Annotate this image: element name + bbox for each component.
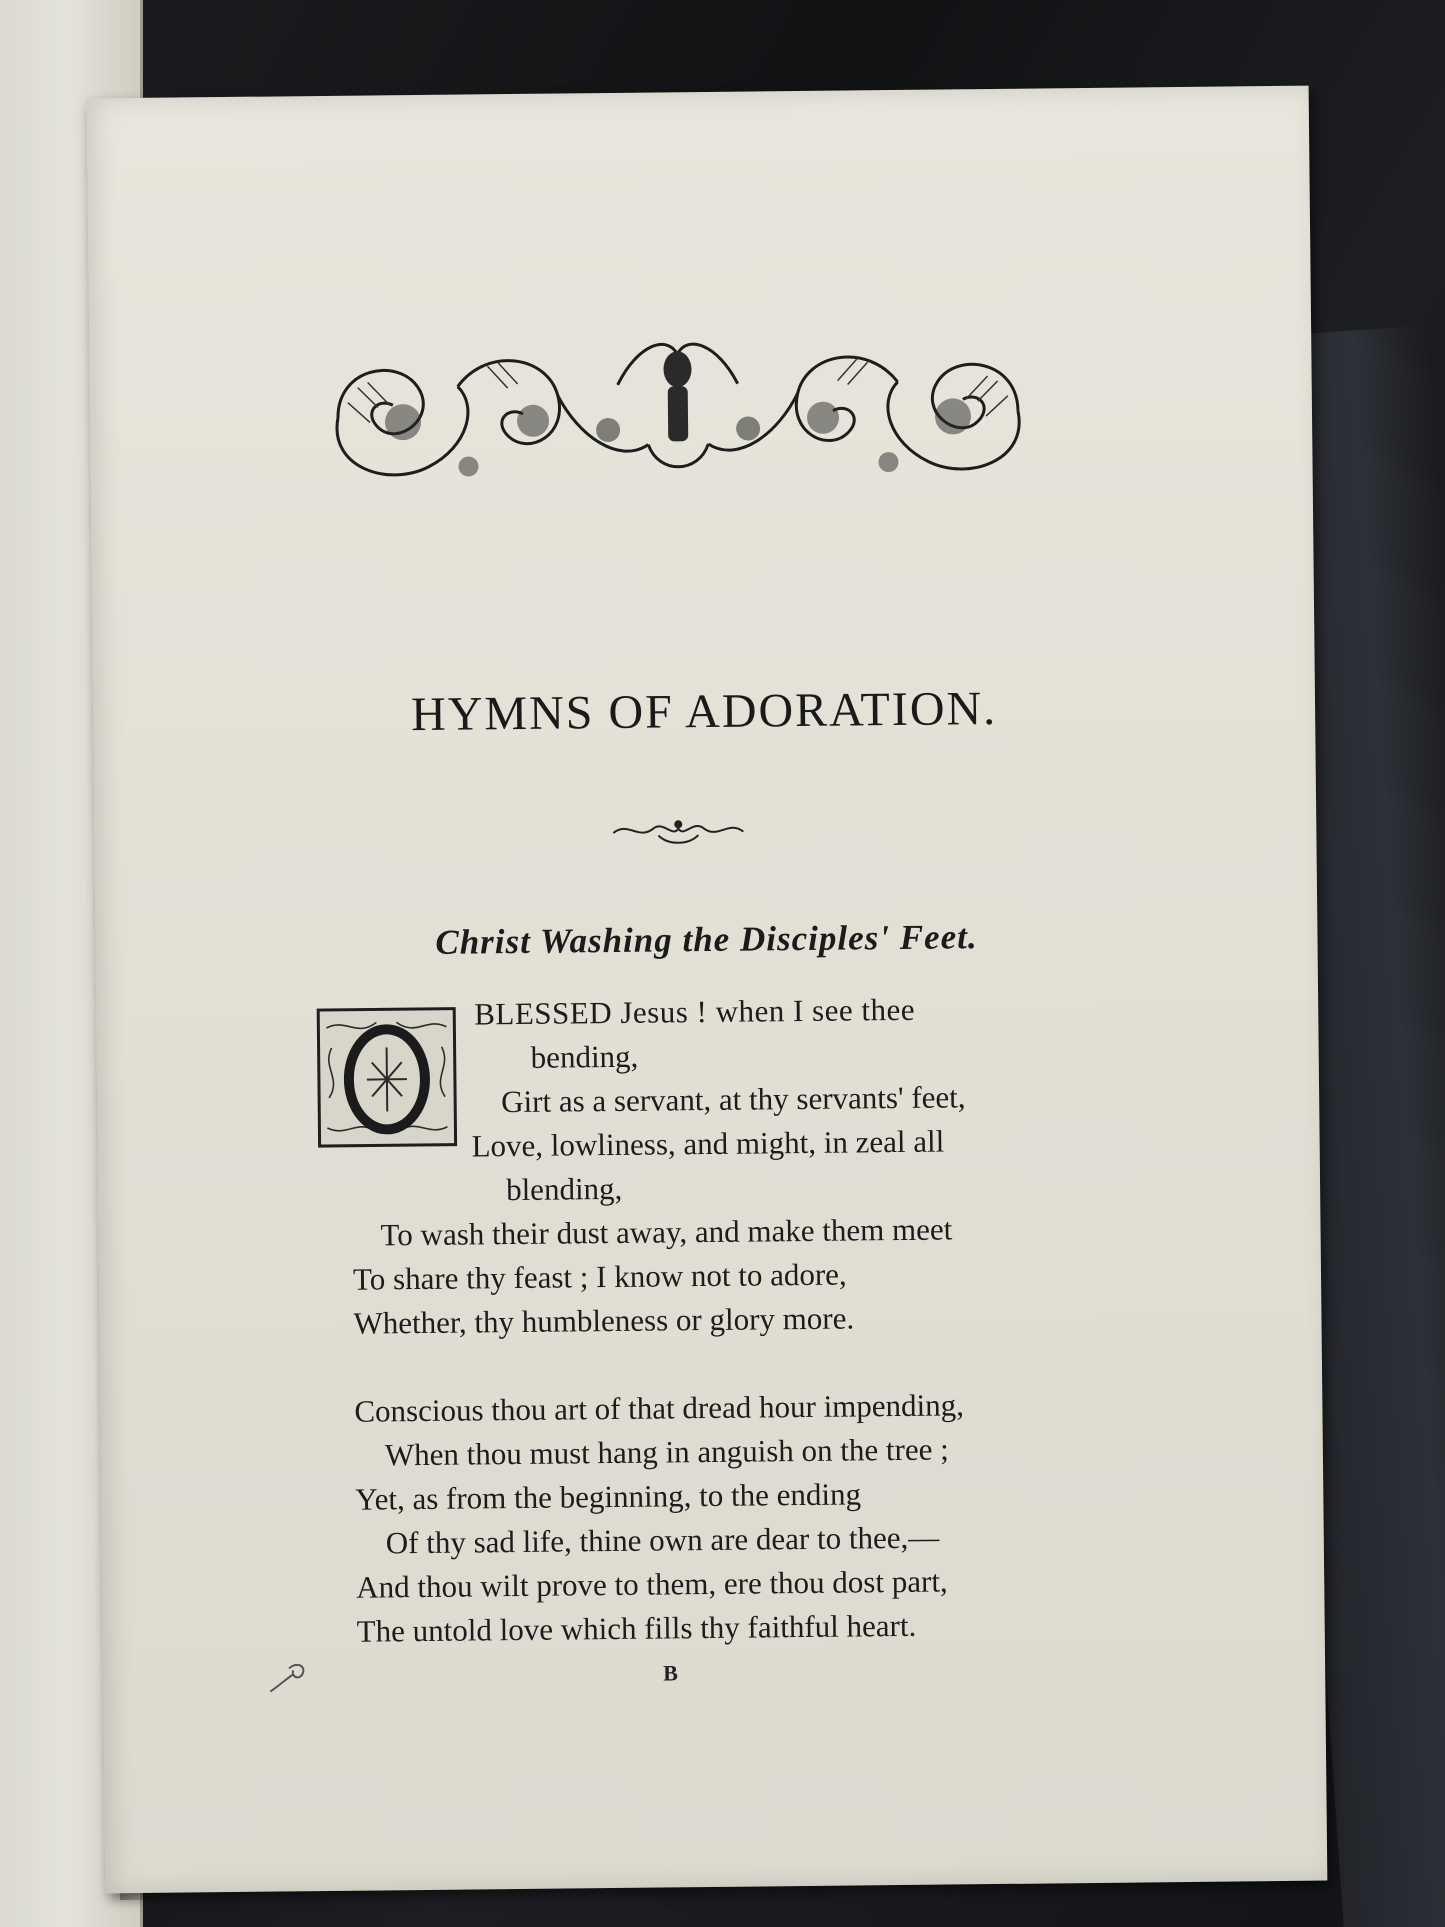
pencil-mark-icon bbox=[265, 1656, 315, 1697]
drop-cap-letter: O bbox=[386, 1087, 388, 1089]
verse-line: To wash their dust away, and make them meet bbox=[380, 1211, 953, 1253]
signature-mark: B bbox=[663, 1660, 678, 1686]
illuminated-drop-cap bbox=[316, 1007, 457, 1148]
verse-line: bending, bbox=[530, 1038, 639, 1075]
verse-line: Of thy sad life, thine own are dear to thee,— bbox=[385, 1519, 940, 1561]
verse-line: BLESSED Jesus ! when I see thee bbox=[474, 991, 916, 1032]
fleuron-ornament bbox=[608, 810, 748, 851]
verse-line: Whether, thy humbleness or glory more. bbox=[353, 1300, 855, 1341]
verse-line: Conscious thou art of that dread hour impending, bbox=[354, 1387, 965, 1429]
verse-line: Yet, as from the beginning, to the ending bbox=[355, 1476, 862, 1517]
verse-line: When thou must hang in anguish on the tree ; bbox=[384, 1431, 949, 1473]
book-page bbox=[87, 86, 1328, 1894]
ornamental-headpiece bbox=[317, 321, 1039, 499]
verse-line: Love, lowliness, and might, in zeal all bbox=[471, 1123, 945, 1164]
verse-line: blending, bbox=[505, 1170, 623, 1208]
section-title: HYMNS OF ADORATION. bbox=[410, 681, 998, 742]
hymn-title: Christ Washing the Disciples' Feet. bbox=[435, 917, 978, 962]
verse-line: To share thy feast ; I know not to adore, bbox=[352, 1256, 847, 1297]
verse-line: And thou wilt prove to them, ere thou dost part, bbox=[356, 1563, 948, 1605]
verse-line: The untold love which fills thy faithful heart. bbox=[356, 1607, 917, 1649]
verse-line: Girt as a servant, at thy servants' feet, bbox=[500, 1079, 966, 1120]
